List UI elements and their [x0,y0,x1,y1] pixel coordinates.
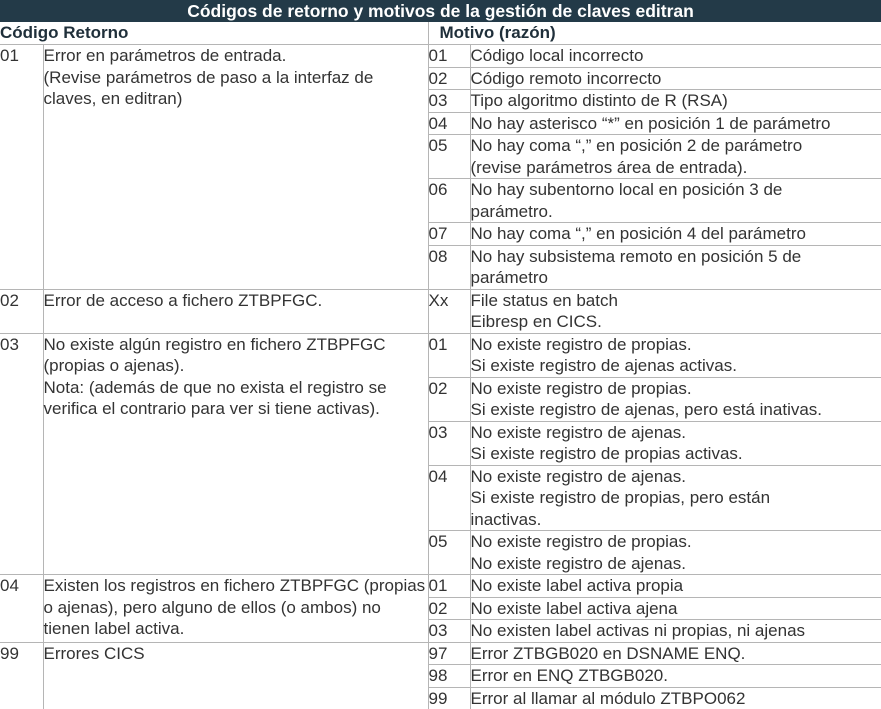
description-line: No existe algún registro en fichero ZTBPFGC (propias o ajenas). [44,334,428,377]
reason-code: 04 [428,112,470,135]
table-header-row [0,22,881,45]
reason-code: 03 [428,620,470,643]
return-description [43,333,428,575]
reason-description [470,642,881,665]
reason-description [470,135,881,179]
reason-line: Si existe registro de propias, pero están [471,487,881,509]
return-description [43,289,428,333]
return-description [43,575,428,643]
reason-code: 04 [428,465,470,531]
reason-description [470,112,881,135]
description-line: Errores CICS [44,643,428,665]
reason-description [470,575,881,598]
reason-code: 02 [428,377,470,421]
return-code: 04 [0,575,43,643]
reason-line: No existe label activa propia [471,575,881,597]
reason-code: 03 [428,90,470,113]
reason-description [470,179,881,223]
reason-line: No hay subsistema remoto en posición 5 de [471,246,881,268]
reason-line: No hay subentorno local en posición 3 de [471,179,881,201]
header-codigo-retorno: Código Retorno [0,22,428,45]
reason-description [470,245,881,289]
reason-line: Tipo algoritmo distinto de R (RSA) [471,90,881,112]
table-row [0,45,881,68]
reason-line: Código local incorrecto [471,45,881,67]
reason-line: No existe label activa ajena [471,598,881,620]
reason-description [470,289,881,333]
table-body [0,45,881,709]
reason-code: 03 [428,421,470,465]
reason-line: inactivas. [471,509,881,531]
description-line: (Revise parámetros de paso a la interfaz de claves, en editran) [44,67,428,110]
table-row [0,642,881,665]
reason-line: No existe registro de propias. [471,378,881,400]
reason-line: Código remoto incorrecto [471,68,881,90]
return-code: 01 [0,45,43,290]
reason-line: Error al llamar al módulo ZTBPO062 [471,688,881,709]
reason-line: Si existe registro de ajenas activas. [471,355,881,377]
reason-description [470,687,881,709]
reason-line: No existen label activas ni propias, ni ajenas [471,620,881,642]
reason-line: (revise parámetros área de entrada). [471,157,881,179]
return-description [43,642,428,709]
reason-code: 97 [428,642,470,665]
description-line: Error de acceso a fichero ZTBPFGC. [44,290,428,312]
reason-line: No existe registro de ajenas. [471,422,881,444]
reason-code: 07 [428,223,470,246]
table-row [0,575,881,598]
reason-description [470,421,881,465]
description-line: Existen los registros en fichero ZTBPFGC (propias o ajenas), pero alguno de ellos (o ambos) no tienen label activa. [44,575,428,640]
table-row [0,289,881,333]
reason-code: 05 [428,531,470,575]
reason-description [470,620,881,643]
reason-code: 02 [428,67,470,90]
return-code: 99 [0,642,43,709]
reason-line: Eibresp en CICS. [471,311,881,333]
reason-line: No existe registro de ajenas. [471,553,881,575]
description-line: Error en parámetros de entrada. [44,45,428,67]
reason-code: 08 [428,245,470,289]
reason-line: No hay coma “,” en posición 2 de parámetro [471,135,881,157]
return-code: 03 [0,333,43,575]
description-line: Nota: (además de que no exista el registro se verifica el contrario para ver si tiene activas). [44,377,428,420]
reason-line: File status en batch [471,290,881,312]
return-description [43,45,428,290]
reason-description [470,90,881,113]
reason-description [470,531,881,575]
reason-line: No existe registro de propias. [471,334,881,356]
table-title: Códigos de retorno y motivos de la gestión de claves editran [0,0,881,22]
reason-line: Error en ENQ ZTBGB020. [471,665,881,687]
reason-code: 05 [428,135,470,179]
reason-description [470,597,881,620]
reason-line: Error ZTBGB020 en DSNAME ENQ. [471,643,881,665]
reason-description [470,665,881,688]
reason-code: 01 [428,45,470,68]
reason-line: No hay asterisco “*” en posición 1 de parámetro [471,113,881,135]
reason-description [470,465,881,531]
reason-code: 06 [428,179,470,223]
table-row [0,333,881,377]
table-title-row [0,0,881,22]
reason-description [470,67,881,90]
reason-code: 98 [428,665,470,688]
reason-code: 02 [428,597,470,620]
reason-line: Si existe registro de ajenas, pero está inativas. [471,399,881,421]
reason-code: 01 [428,333,470,377]
reason-description [470,223,881,246]
reason-code: 99 [428,687,470,709]
header-motivo: Motivo (razón) [428,22,881,45]
reason-code: 01 [428,575,470,598]
reason-line: No hay coma “,” en posición 4 del parámetro [471,223,881,245]
reason-description [470,45,881,68]
reason-line: No existe registro de ajenas. [471,466,881,488]
reason-code: Xx [428,289,470,333]
return-code: 02 [0,289,43,333]
reason-line: No existe registro de propias. [471,531,881,553]
reason-line: Si existe registro de propias activas. [471,443,881,465]
reason-description [470,333,881,377]
reason-description [470,377,881,421]
reason-line: parámetro. [471,201,881,223]
reason-line: parámetro [471,267,881,289]
